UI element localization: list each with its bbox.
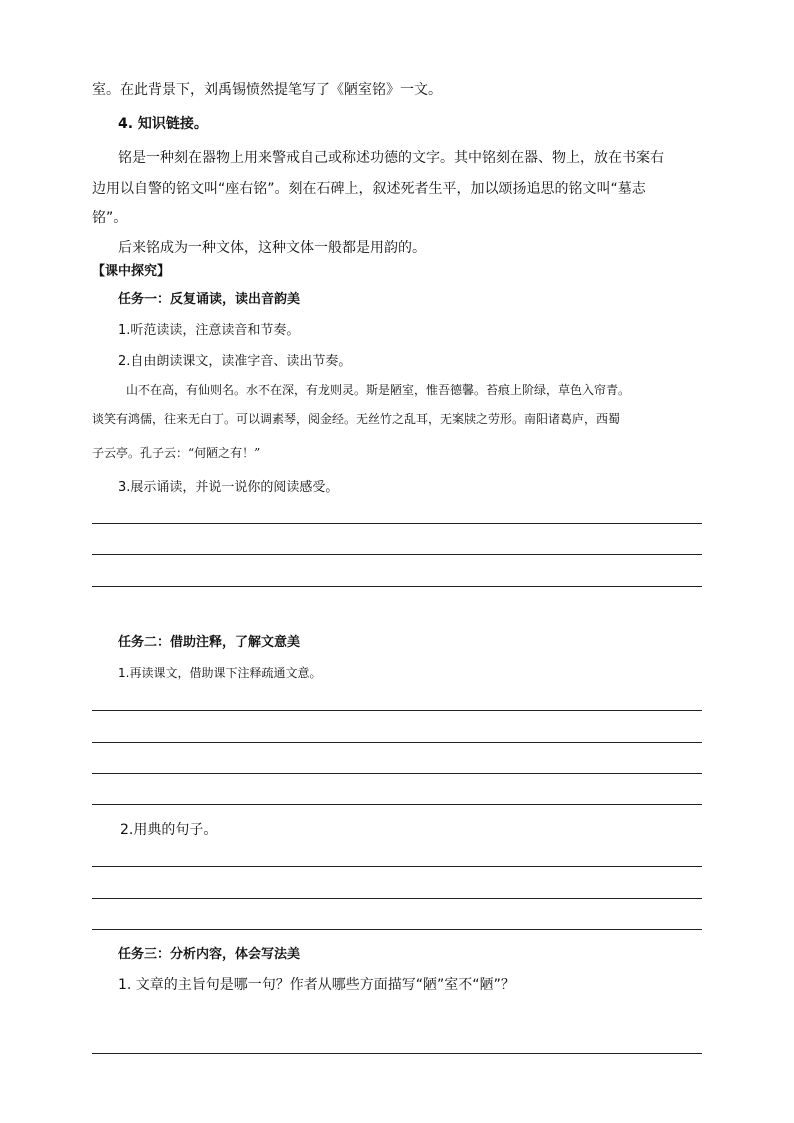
poem-line-2: 谈笑有鸿儒，往来无白丁。可以调素琴，阅金经。无丝竹之乱耳，无案牍之劳形。南阳诸葛庐，西蜀 [92,412,621,426]
answer-line[interactable] [92,929,702,930]
knowledge-paragraph-line-3: 铭”。 [92,210,128,226]
knowledge-paragraph-2: 后来铭成为一种文体，这种文体一般都是用韵的。 [118,240,426,256]
knowledge-link-heading: 4. 知识链接。 [118,116,208,132]
task1-item-2: 2.自由朗读课文，读准字音、读出节奏。 [118,354,352,369]
intro-continuation-line: 室。在此背景下，刘禹锡愤然提笔写了《陋室铭》一文。 [92,82,442,98]
task2-title: 任务二：借助注释，了解文意美 [118,635,301,650]
answer-line[interactable] [92,866,702,867]
poem-line-1: 山不在高，有仙则名。水不在深，有龙则灵。斯是陋室，惟吾德馨。苔痕上阶绿，草色入帘青。 [126,383,631,397]
answer-line[interactable] [92,742,702,743]
answer-line[interactable] [92,710,702,711]
task1-title: 任务一：反复诵读，读出音韵美 [118,292,301,307]
poem-line-3: 子云亭。孔子云：“何陋之有！” [92,446,261,460]
section-title: 【课中探究】 [92,264,171,279]
task2-item-1: 1.再读课文，借助课下注释疏通文意。 [118,666,322,680]
task1-item-1: 1.听范读读，注意读音和节奏。 [118,323,300,338]
answer-line[interactable] [92,804,702,805]
answer-line[interactable] [92,898,702,899]
answer-line[interactable] [92,773,702,774]
task1-item-3: 3.展示诵读，并说一说你的阅读感受。 [118,480,339,495]
answer-line[interactable] [92,1053,702,1054]
answer-line[interactable] [92,554,702,555]
answer-line[interactable] [92,586,702,587]
knowledge-paragraph-line-2: 边用以自警的铭文叫“座右铭”。刻在石碑上，叙述死者生平，加以颂扬追思的铭文叫“墓志 [92,181,646,197]
knowledge-paragraph-line-1: 铭是一种刻在器物上用来警戒自己或称述功德的文字。其中铭刻在器、物上，放在书案右 [118,150,664,166]
task3-title: 任务三：分析内容，体会写法美 [118,947,301,962]
task2-item-2: 2.用典的句子。 [120,822,218,838]
task3-item-1: 1. 文章的主旨句是哪一句？作者从哪些方面描写“陋”室不“陋”？ [118,977,515,993]
answer-line[interactable] [92,523,702,524]
